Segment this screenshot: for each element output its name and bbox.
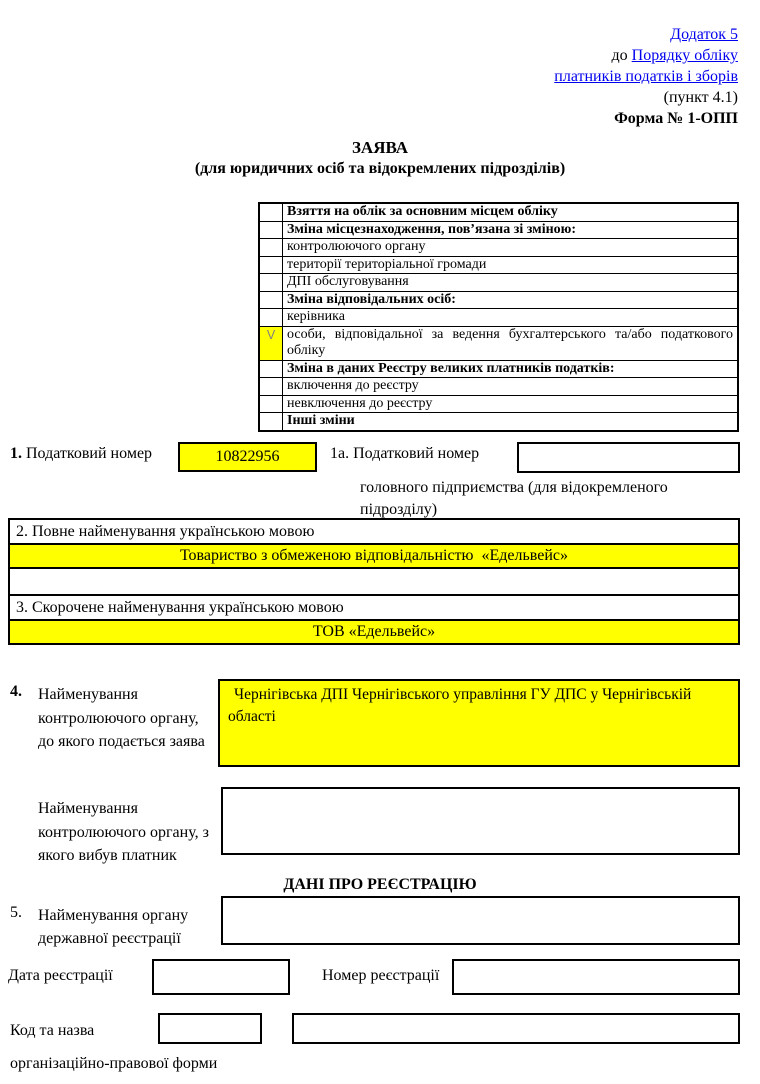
- field4-label: Найменування контролюючого органу, до якого подається заява: [38, 686, 205, 750]
- checkbox-row: [259, 256, 738, 274]
- departed-authority-field[interactable]: [221, 787, 740, 855]
- to-prefix: до: [611, 47, 632, 64]
- checkbox-cell[interactable]: [259, 239, 283, 257]
- checkbox-row-label: ДПІ обслуговування: [283, 274, 739, 292]
- checkbox-cell[interactable]: [259, 360, 283, 378]
- full-name-extra-row[interactable]: [10, 569, 738, 596]
- field1a-label: [330, 445, 479, 463]
- checkbox-table: [258, 202, 739, 432]
- short-name-value[interactable]: ТОВ «Едельвейс»: [10, 621, 738, 643]
- legal-form-code-field[interactable]: [158, 1013, 262, 1044]
- checkbox-cell[interactable]: [259, 203, 283, 221]
- full-name-label: 2. Повне найменування українською мовою: [10, 520, 738, 545]
- order-link[interactable]: Порядку обліку: [631, 47, 738, 64]
- checkbox-cell[interactable]: [259, 309, 283, 327]
- checkbox-cell[interactable]: [259, 291, 283, 309]
- registration-number-label: Номер реєстрації: [322, 967, 440, 984]
- checkbox-row-label: Зміна місцезнаходження, пов’язана зі зміною:: [283, 221, 739, 239]
- short-name-label: 3. Скорочене найменування українською мовою: [10, 596, 738, 621]
- checkbox-row-label: Зміна відповідальних осіб:: [283, 291, 739, 309]
- field1a-note: головного підприємства (для відокремленого підрозділу): [360, 479, 668, 518]
- registration-number-field[interactable]: [452, 959, 740, 995]
- field1-label: [10, 445, 152, 463]
- checkbox-row-label: включення до реєстру: [283, 378, 739, 396]
- registration-date-field[interactable]: [152, 959, 290, 995]
- checkbox-row: [259, 239, 738, 257]
- parent-tax-number-field[interactable]: [517, 442, 740, 473]
- checkbox-row-label: контролюючого органу: [283, 239, 739, 257]
- field1-number: 1.: [10, 445, 22, 462]
- name-table: [8, 518, 740, 645]
- registration-heading: ДАНІ ПРО РЕЄСТРАЦІЮ: [283, 876, 477, 893]
- legal-form-name-field[interactable]: [292, 1013, 740, 1044]
- checkbox-cell-checked[interactable]: [259, 326, 283, 360]
- checkbox-row: [259, 309, 738, 327]
- checkbox-row-label: території територіальної громади: [283, 256, 739, 274]
- clause-text: (пункт 4.1): [663, 89, 738, 106]
- checkbox-row-label: керівника: [283, 309, 739, 327]
- checkbox-row-label: Взяття на облік за основним місцем обліку: [283, 203, 739, 221]
- field4-number: 4.: [10, 683, 22, 700]
- checkbox-row: [259, 360, 738, 378]
- checkbox-row-label: невключення до реєстру: [283, 395, 739, 413]
- checkbox-row: [259, 413, 738, 431]
- checkbox-cell[interactable]: [259, 221, 283, 239]
- full-name-value[interactable]: Товариство з обмеженою відповідальністю «Едельвейс»: [10, 545, 738, 569]
- checkbox-cell[interactable]: [259, 256, 283, 274]
- form-subtitle: (для юридичних осіб та відокремлених підрозділів): [194, 160, 566, 177]
- controlling-authority-field[interactable]: Чернігівська ДПІ Чернігівського управління ГУ ДПС у Чернігівській області: [218, 679, 740, 767]
- checkbox-cell[interactable]: [259, 378, 283, 396]
- checkbox-cell[interactable]: [259, 395, 283, 413]
- check-mark: V: [266, 327, 276, 342]
- field5-number: 5.: [10, 904, 22, 921]
- field1-label-text: Податковий номер: [26, 445, 153, 462]
- checkbox-row: [259, 274, 738, 292]
- appendix-link[interactable]: Додаток 5: [670, 26, 738, 43]
- field1a-number: 1а.: [330, 445, 350, 462]
- checkbox-row: [259, 203, 738, 221]
- checkbox-row: [259, 395, 738, 413]
- registration-authority-field[interactable]: [221, 896, 740, 945]
- checkbox-row: [259, 326, 738, 360]
- header-block: [554, 24, 738, 129]
- legal-form-label-line2: організаційно-правової форми: [10, 1055, 218, 1072]
- tax-number-field[interactable]: 10822956: [178, 442, 317, 472]
- checkbox-row: [259, 291, 738, 309]
- field1a-label-text: Податковий номер: [353, 445, 480, 462]
- checkbox-row-label: особи, відповідальної за ведення бухгалтерського та/або податкового обліку: [283, 326, 739, 360]
- field5-label: Найменування органу державної реєстрації: [38, 907, 189, 947]
- legal-form-label-line1: Код та назва: [10, 1022, 95, 1039]
- checkbox-row-label: Інші зміни: [283, 413, 739, 431]
- checkbox-row: [259, 378, 738, 396]
- checkbox-cell[interactable]: [259, 274, 283, 292]
- checkbox-row-label: Зміна в даних Реєстру великих платників податків:: [283, 360, 739, 378]
- registration-date-label: Дата реєстрації: [8, 967, 113, 984]
- payers-link[interactable]: платників податків і зборів: [554, 68, 738, 85]
- form-title: ЗАЯВА: [351, 138, 409, 157]
- checkbox-cell[interactable]: [259, 413, 283, 431]
- checkbox-row: [259, 221, 738, 239]
- field4b-label: Найменування контролюючого органу, з якого вибув платник: [38, 800, 209, 864]
- form-code: Форма № 1-ОПП: [614, 110, 738, 127]
